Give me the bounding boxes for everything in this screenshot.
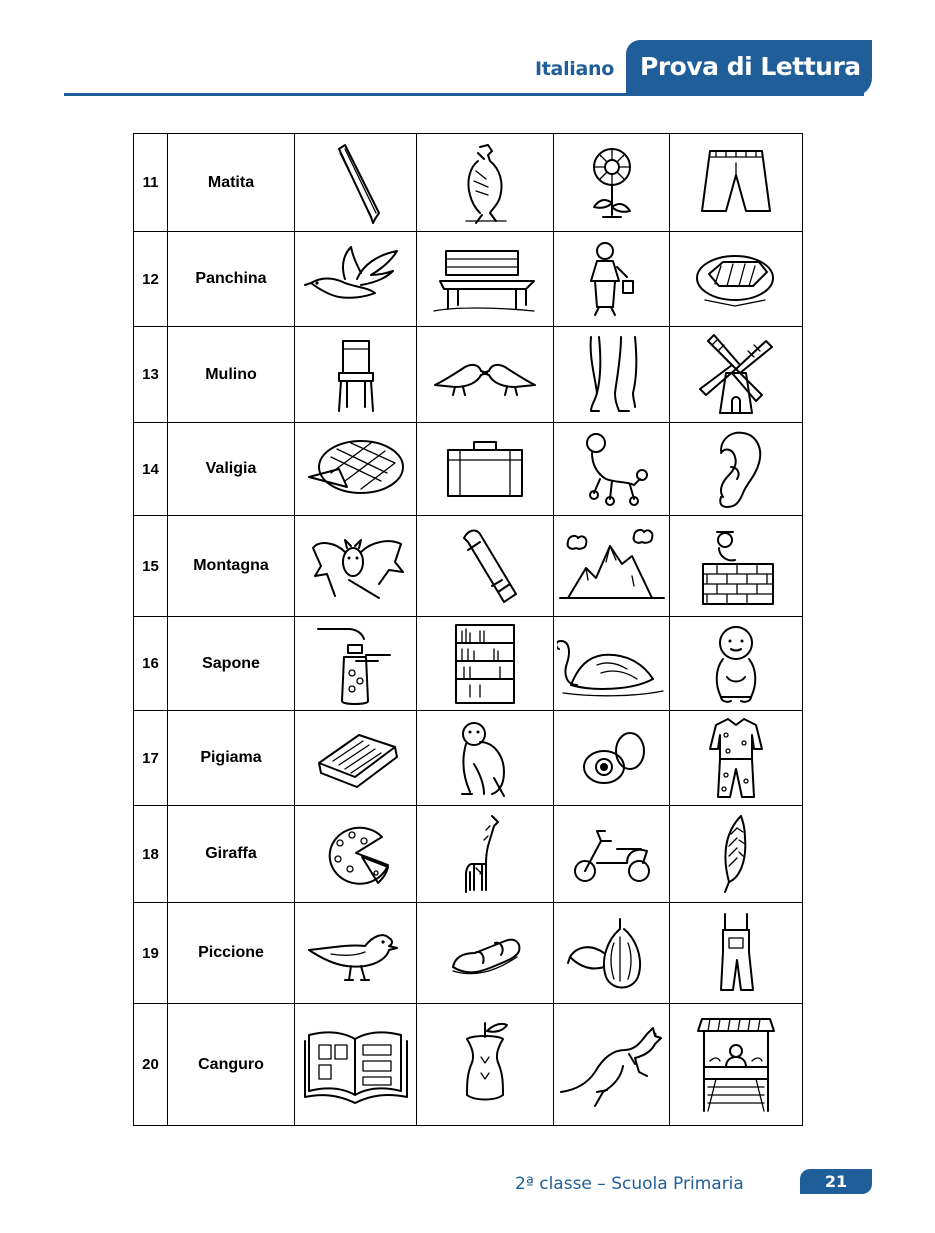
row-number: 15 (134, 516, 168, 617)
picture-cell[interactable] (417, 617, 554, 711)
soap-bottle-icon (316, 621, 396, 707)
sandal-icon (445, 923, 525, 983)
fig-icon (564, 913, 660, 993)
picture-cell[interactable] (295, 806, 417, 903)
feather-icon (711, 812, 761, 896)
open-book-icon (301, 1025, 411, 1105)
picture-cell[interactable] (554, 1004, 670, 1126)
row-word: Giraffa (168, 806, 295, 903)
bookcase-icon (450, 621, 520, 707)
windmill-icon (696, 333, 776, 417)
row-number: 13 (134, 327, 168, 423)
picture-cell[interactable] (554, 711, 670, 806)
picture-cell[interactable] (417, 134, 554, 232)
row-word: Panchina (168, 232, 295, 327)
picture-cell[interactable] (295, 617, 417, 711)
picture-cell[interactable] (670, 617, 803, 711)
picture-cell[interactable] (554, 134, 670, 232)
pencil-icon (321, 141, 391, 225)
row-word: Montagna (168, 516, 295, 617)
picture-cell[interactable] (670, 903, 803, 1004)
page-title: Prova di Lettura (640, 52, 861, 81)
ear-icon (701, 427, 771, 511)
row-word: Mulino (168, 327, 295, 423)
picture-cell[interactable] (554, 516, 670, 617)
table-row (134, 617, 803, 711)
flower-icon (577, 141, 647, 225)
apple-core-icon (455, 1017, 515, 1113)
picture-cell[interactable] (670, 1004, 803, 1126)
picture-cell[interactable] (417, 903, 554, 1004)
row-number: 20 (134, 1004, 168, 1126)
pigeon-icon (301, 918, 411, 988)
reading-table (133, 133, 803, 1126)
picture-cell[interactable] (417, 423, 554, 516)
chair-icon (331, 333, 381, 417)
glue-stick-icon (450, 524, 520, 608)
market-stall-icon (696, 1015, 776, 1115)
picture-cell[interactable] (554, 232, 670, 327)
grilled-meat-icon (691, 244, 781, 314)
picture-cell[interactable] (295, 232, 417, 327)
kangaroo-icon (557, 1020, 667, 1110)
page-number: 21 (800, 1169, 872, 1194)
picture-cell[interactable] (554, 327, 670, 423)
picture-cell[interactable] (295, 516, 417, 617)
picture-cell[interactable] (417, 711, 554, 806)
picture-cell[interactable] (417, 806, 554, 903)
picture-cell[interactable] (670, 516, 803, 617)
two-birds-icon (427, 345, 543, 405)
footer-grade: 2ª classe – Scuola Primaria (515, 1174, 744, 1194)
table-row (134, 903, 803, 1004)
row-word: Sapone (168, 617, 295, 711)
table-row (134, 806, 803, 903)
row-number: 11 (134, 134, 168, 232)
swan-icon (557, 629, 667, 699)
row-word: Pigiama (168, 711, 295, 806)
picture-cell[interactable] (417, 516, 554, 617)
scooter-icon (567, 819, 657, 889)
row-word: Matita (168, 134, 295, 232)
table-row (134, 423, 803, 516)
eggs-icon (572, 723, 652, 793)
giraffe-icon (460, 812, 510, 896)
farmer-icon (577, 237, 647, 321)
bricklayer-icon (693, 524, 779, 608)
picture-cell[interactable] (554, 806, 670, 903)
eagle-icon (450, 141, 520, 225)
pie-icon (301, 433, 411, 505)
picture-cell[interactable] (417, 327, 554, 423)
pajamas-icon (706, 715, 766, 801)
picture-cell[interactable] (554, 423, 670, 516)
suitcase-icon (440, 432, 530, 506)
table-row (134, 516, 803, 617)
row-number: 18 (134, 806, 168, 903)
table-row (134, 232, 803, 327)
picture-cell[interactable] (417, 232, 554, 327)
overalls-icon (711, 910, 761, 996)
picture-cell[interactable] (295, 134, 417, 232)
table-row (134, 134, 803, 232)
table-row (134, 327, 803, 423)
row-number: 19 (134, 903, 168, 1004)
monkey-icon (450, 716, 520, 800)
poodle-icon (572, 429, 652, 509)
picture-cell[interactable] (295, 1004, 417, 1126)
table-row (134, 1004, 803, 1126)
newspaper-icon (311, 723, 401, 793)
mountain-icon (558, 524, 666, 608)
legs-icon (577, 333, 647, 417)
flying-bird-icon (301, 239, 411, 319)
picture-cell[interactable] (554, 617, 670, 711)
picture-cell[interactable] (417, 1004, 554, 1126)
row-word: Canguro (168, 1004, 295, 1126)
row-number: 17 (134, 711, 168, 806)
bench-icon (430, 241, 540, 317)
picture-cell[interactable] (670, 232, 803, 327)
picture-cell[interactable] (295, 711, 417, 806)
row-word: Valigia (168, 423, 295, 516)
picture-cell[interactable] (295, 327, 417, 423)
picture-cell[interactable] (554, 903, 670, 1004)
pizza-icon (316, 819, 396, 889)
row-number: 16 (134, 617, 168, 711)
subject-label: Italiano (535, 58, 614, 80)
picture-cell[interactable] (670, 423, 803, 516)
picture-cell[interactable] (670, 327, 803, 423)
table-row (134, 711, 803, 806)
picture-cell[interactable] (670, 134, 803, 232)
shorts-icon (696, 141, 776, 225)
row-number: 14 (134, 423, 168, 516)
picture-cell[interactable] (670, 711, 803, 806)
picture-cell[interactable] (295, 903, 417, 1004)
picture-cell[interactable] (295, 423, 417, 516)
row-number: 12 (134, 232, 168, 327)
picture-cell[interactable] (670, 806, 803, 903)
bat-icon (301, 524, 411, 608)
baby-icon (701, 621, 771, 707)
row-word: Piccione (168, 903, 295, 1004)
